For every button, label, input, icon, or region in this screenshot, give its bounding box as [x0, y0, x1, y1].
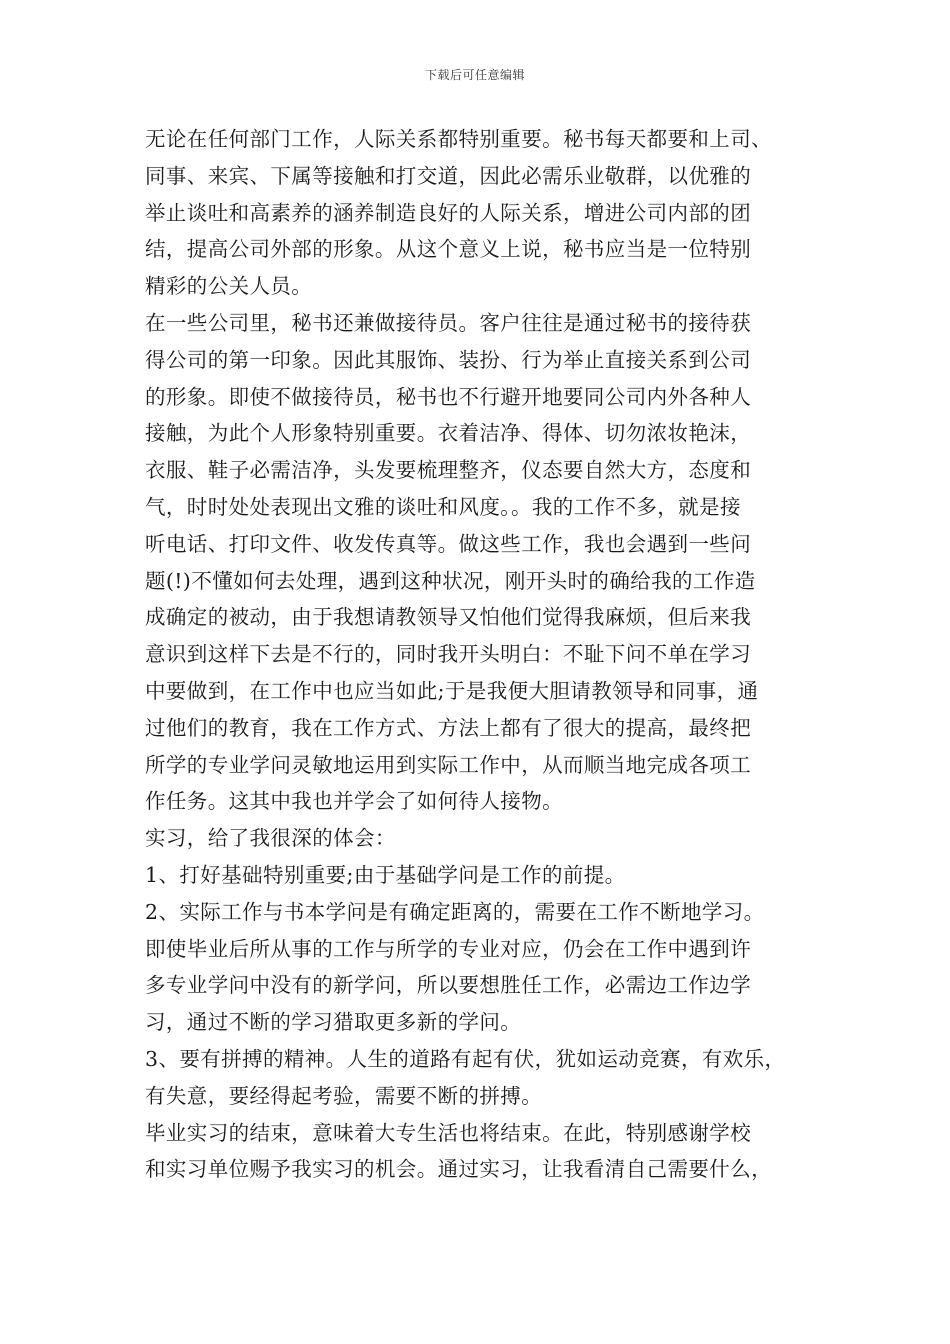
text-line: 接触，为此个人形象特别重要。衣着洁净、得体、切勿浓妆艳沫，	[145, 421, 752, 446]
text-line: 实习，给了我很深的体会：	[145, 826, 396, 851]
text-line: 无论在任何部门工作，人际关系都特别重要。秘书每天都要和上司、	[145, 127, 772, 151]
text-line: 的形象。即使不做接待员，秘书也不行避开地要同公司内外各种人	[145, 384, 752, 409]
text-line: 成确定的被动，由于我想请教领导又怕他们觉得我麻烦，但后来我	[145, 605, 752, 630]
text-line: 中要做到，在工作中也应当如此;于是我便大胆请教领导和同事，通	[145, 678, 759, 703]
page-header: 下载后可任意编辑	[424, 68, 525, 82]
text-line: 和实习单位赐予我实习的机会。通过实习，让我看清自己需要什么，	[145, 1157, 772, 1182]
text-line: 听电话、打印文件、收发传真等。做这些工作，我也会遇到一些问	[145, 531, 752, 556]
text-line: 3、要有拼搏的精神。人生的道路有起有伏，犹如运动竞赛，有欢乐，	[145, 1046, 786, 1071]
text-line: 精彩的公关人员。	[145, 274, 313, 299]
text-line: 2、实际工作与书本学问是有确定距离的，需要在工作不断地学习。	[145, 899, 765, 924]
text-line: 即使毕业后所从事的工作与所学的专业对应，仍会在工作中遇到许	[145, 936, 752, 961]
text-line: 同事、来宾、下属等接触和打交道，因此必需乐业敬群，以优雅的	[145, 163, 752, 188]
text-line: 习，通过不断的学习猎取更多新的学问。	[145, 1010, 522, 1035]
text-line: 得公司的第一印象。因此其服饰、装扮、行为举止直接关系到公司	[145, 347, 752, 372]
text-line: 在一些公司里，秘书还兼做接待员。客户往往是通过秘书的接待获	[145, 310, 752, 335]
text-line: 过他们的教育，我在工作方式、方法上都有了很大的提高，最终把	[145, 715, 752, 740]
text-line: 气，时时处处表现出文雅的谈吐和风度。。我的工作不多，就是接	[145, 494, 741, 519]
text-line: 结，提高公司外部的形象。从这个意义上说，秘书应当是一位特别	[145, 237, 752, 262]
text-line: 有失意，要经得起考验，需要不断的拼搏。	[145, 1083, 543, 1108]
text-line: 作任务。这其中我也并学会了如何待人接物。	[145, 789, 563, 814]
text-line: 意识到这样下去是不行的，同时我开头明白：不耻下问不单在学习	[145, 642, 752, 667]
text-line: 衣服、鞋子必需洁净，头发要梳理整齐，仪态要自然大方，态度和	[145, 458, 752, 483]
text-line: 举止谈吐和高素养的涵养制造良好的人际关系，增进公司内部的团	[145, 200, 752, 225]
text-line: 多专业学问中没有的新学问，所以要想胜任工作，必需边工作边学	[145, 973, 752, 998]
text-line: 所学的专业学问灵敏地运用到实际工作中，从而顺当地完成各项工	[145, 752, 752, 777]
text-line: 题(!)不懂如何去处理，遇到这种状况，刚开头时的确给我的工作造	[145, 568, 756, 593]
text-line: 毕业实习的结束，意味着大专生活也将结束。在此，特别感谢学校	[145, 1120, 752, 1145]
text-line: 1、打好基础特别重要;由于基础学问是工作的前提。	[145, 862, 626, 887]
body-text	[145, 121, 835, 1188]
